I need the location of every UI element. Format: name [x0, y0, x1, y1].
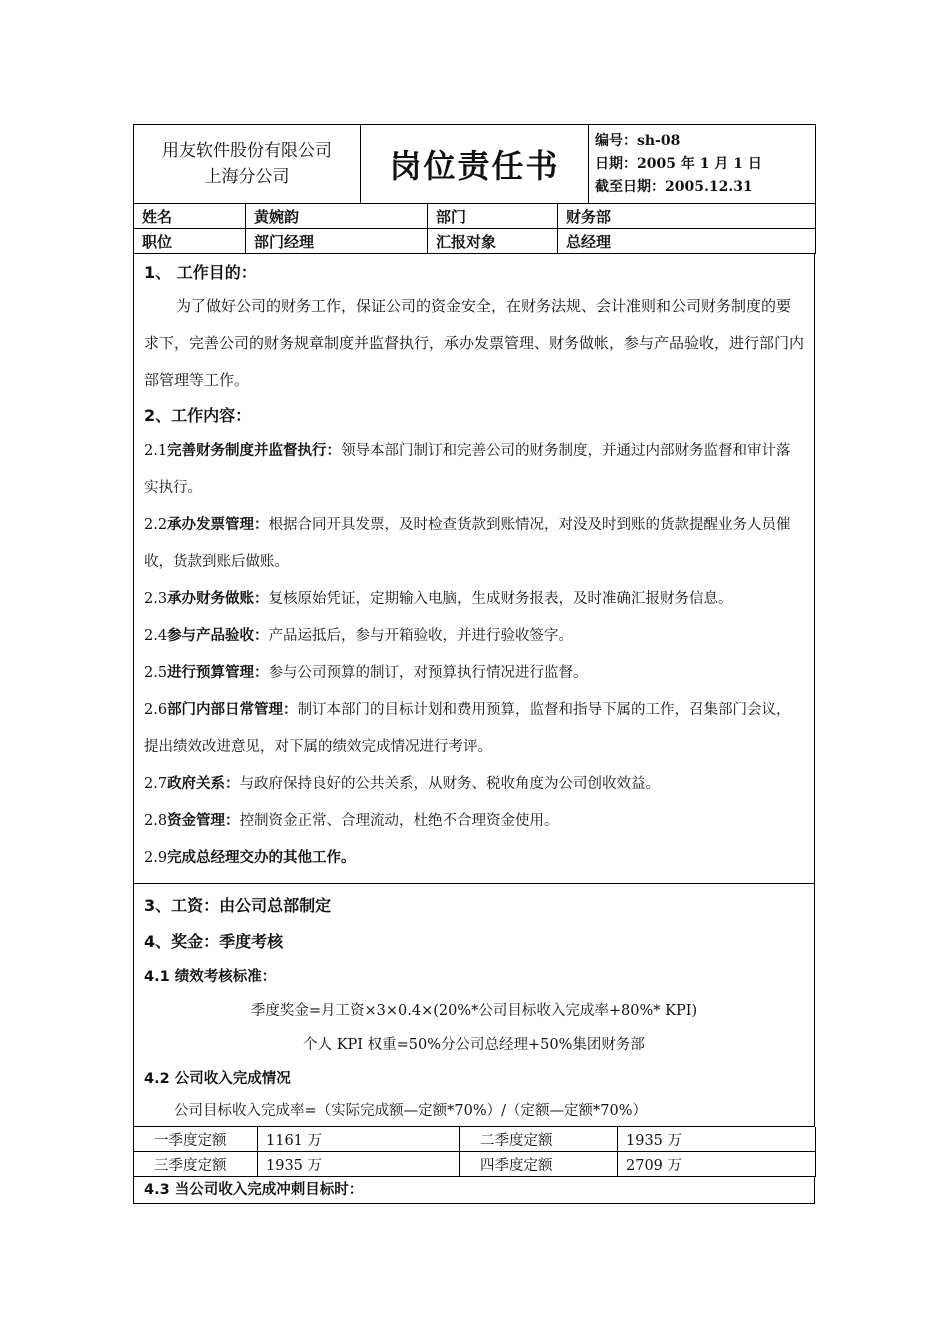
company-line1: 用友软件股份有限公司 [162, 141, 332, 161]
document-title: 岗位责任书 [361, 125, 589, 204]
header-table [133, 124, 816, 204]
section4-heading: 4、奖金：季度考核 [144, 932, 284, 951]
quota-table [133, 1127, 816, 1177]
work-item-number: 2.1 [144, 443, 168, 459]
work-item-title: 完善财务制度并监督执行： [167, 443, 342, 459]
document-meta [589, 125, 816, 204]
work-item [144, 655, 804, 692]
document-number: 编号：sh-08 [595, 132, 681, 149]
quota-label: 二季度定额 [460, 1127, 618, 1152]
info-row-2 [134, 229, 816, 254]
work-item-text: 参与公司预算的制订，对预算执行情况进行监督。 [268, 665, 588, 681]
work-item-number: 2.3 [144, 591, 168, 607]
quota-label: 三季度定额 [134, 1152, 258, 1177]
work-item-text: 控制资金正常、合理流动，杜绝不合理资金使用。 [239, 813, 559, 829]
quota-row [134, 1152, 816, 1177]
company-line2: 上海分公司 [204, 167, 290, 187]
section-work-content [133, 254, 815, 884]
work-item-text: 制订本部门的目标计划和费用预算，监督和指导下属的工作，召集部门会议，提出绩效改进意见，对下属的绩效完成情况进行考评。 [144, 702, 791, 755]
work-item [144, 803, 804, 840]
name-value: 黄婉韵 [246, 204, 428, 229]
section4-sub2: 4.2 公司收入完成情况 [144, 1071, 291, 1087]
name-label: 姓名 [134, 204, 246, 229]
work-item [144, 766, 804, 803]
quota-label: 一季度定额 [134, 1127, 258, 1152]
info-table [133, 204, 816, 254]
work-item-title: 部门内部日常管理： [167, 702, 298, 718]
quota-value: 1161 万 [258, 1127, 460, 1152]
quota-row [134, 1127, 816, 1152]
work-item-title: 承办发票管理： [167, 517, 269, 533]
work-item-number: 2.5 [144, 665, 168, 681]
work-item-title: 参与产品验收： [167, 628, 269, 644]
document-date: 日期：2005 年 1 月 1 日 [595, 155, 762, 172]
work-item-title: 完成总经理交办的其他工作。 [167, 850, 356, 866]
bonus-formula: 季度奖金=月工资×3×0.4×(20%*公司目标收入完成率+80%* KPI) [250, 1003, 698, 1019]
responsibility-document [133, 124, 815, 1204]
info-row-1 [134, 204, 816, 229]
work-item-text: 领导本部门制订和完善公司的财务制度，并通过内部财务监督和审计落实执行。 [144, 443, 791, 496]
quota-value: 1935 万 [258, 1152, 460, 1177]
work-item [144, 433, 804, 507]
section1-text: 为了做好公司的财务工作，保证公司的资金安全，在财务法规、会计准则和公司财务制度的要求下，完善公司的财务规章制度并监督执行，承办发票管理、财务做帐，参与产品验收，进行部门内部管理等工作。 [144, 297, 805, 389]
work-item [144, 507, 804, 581]
work-item [144, 840, 804, 877]
work-item-list [144, 433, 804, 877]
section3-heading: 3、工资：由公司总部制定 [144, 896, 332, 915]
work-item-text: 与政府保持良好的公共关系，从财务、税收角度为公司创收效益。 [239, 776, 661, 792]
work-item-text: 复核原始凭证，定期输入电脑，生成财务报表，及时准确汇报财务信息。 [268, 591, 733, 607]
work-item [144, 618, 804, 655]
work-item-text: 根据合同开具发票，及时检查货款到账情况，对没及时到账的货款提醒业务人员催收，货款到账后做账。 [144, 517, 791, 570]
section-pay-bonus [133, 884, 815, 1127]
work-item-number: 2.9 [144, 850, 168, 866]
quota-value: 1935 万 [618, 1127, 816, 1152]
position-label: 职位 [134, 229, 246, 254]
dept-label: 部门 [428, 204, 558, 229]
work-item-text: 产品运抵后，参与开箱验收，并进行验收签字。 [268, 628, 574, 644]
work-item-number: 2.6 [144, 702, 168, 718]
work-item-number: 2.2 [144, 517, 168, 533]
report-label: 汇报对象 [428, 229, 558, 254]
work-item-title: 承办财务做账： [167, 591, 269, 607]
section4-sub3: 4.3 当公司收入完成冲刺目标时： [133, 1177, 815, 1204]
position-value: 部门经理 [246, 229, 428, 254]
work-item [144, 692, 804, 766]
work-item-number: 2.7 [144, 776, 168, 792]
document-deadline: 截至日期：2005.12.31 [595, 178, 753, 195]
section4-sub1: 4.1 绩效考核标准： [144, 969, 277, 985]
section1-heading: 1、 工作目的： [144, 263, 257, 282]
work-item [144, 581, 804, 618]
completion-rate-formula: 公司目标收入完成率=（实际完成额—定额*70%）/（定额—定额*70%） [174, 1103, 647, 1119]
work-item-number: 2.4 [144, 628, 168, 644]
quota-label: 四季度定额 [460, 1152, 618, 1177]
work-item-title: 政府关系： [167, 776, 240, 792]
work-item-title: 资金管理： [167, 813, 240, 829]
section2-heading: 2、工作内容： [144, 406, 252, 425]
kpi-weight-formula: 个人 KPI 权重=50%分公司总经理+50%集团财务部 [303, 1037, 645, 1053]
work-item-title: 进行预算管理： [167, 665, 269, 681]
quota-value: 2709 万 [618, 1152, 816, 1177]
company-name [134, 125, 361, 204]
dept-value: 财务部 [558, 204, 816, 229]
work-item-number: 2.8 [144, 813, 168, 829]
report-value: 总经理 [558, 229, 816, 254]
